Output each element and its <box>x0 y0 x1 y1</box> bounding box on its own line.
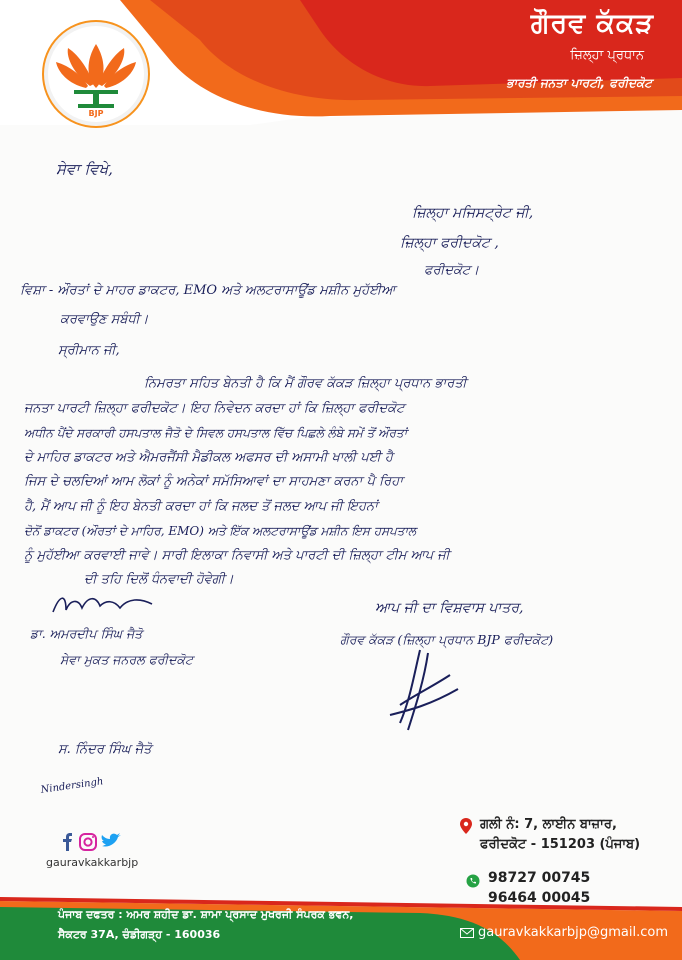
body-line: ਨਿਮਰਤਾ ਸਹਿਤ ਬੇਨਤੀ ਹੈ ਕਿ ਮੈਂ ਗੌਰਵ ਕੱਕੜ ਜ਼ਿਲ੍ਹਾ ਪ੍ਰਧਾਨ ਭਾਰਤੀ <box>144 376 467 391</box>
body-line: ਅਧੀਨ ਪੈਂਦੇ ਸਰਕਾਰੀ ਹਸਪਤਾਲ ਜੈਤੋ ਦੇ ਸਿਵਲ ਹਸਪਤਾਲ ਵਿੱਚ ਪਿਛਲੇ ਲੰਬੇ ਸਮੇਂ ਤੋਂ ਔਰਤਾਂ <box>24 426 407 440</box>
body-line: ਨੂੰ ਮੁਹੱਈਆ ਕਰਵਾਈ ਜਾਵੇ। ਸਾਰੀ ਇਲਾਕਾ ਨਿਵਾਸੀ ਅਤੇ ਪਾਰਟੀ ਦੀ ਜ਼ਿਲ੍ਹਾ ਟੀਮ ਆਪ ਜੀ <box>24 547 450 563</box>
footer-office-line-2: ਸੈਕਟਰ 37A, ਚੰਡੀਗੜ੍ਹ - 160036 <box>58 928 221 941</box>
social-links <box>46 832 139 869</box>
phone-2[interactable]: 96464 00045 <box>488 890 591 906</box>
mail-icon <box>460 928 474 938</box>
party-name: ਭਾਰਤੀ ਜਨਤਾ ਪਾਰਟੀ, ਫਰੀਦਕੋਟ <box>506 76 652 90</box>
footer-office <box>58 905 353 945</box>
recipient-line-1: ਜ਼ਿਲ੍ਹਾ ਮਜਿਸਟ੍ਰੇਟ ਜੀ, <box>412 205 534 221</box>
body-line: ਜਿਸ ਦੇ ਚਲਦਿਆਂ ਆਮ ਲੋਕਾਂ ਨੂੰ ਅਨੇਕਾਂ ਸਮੱਸਿਆਵਾਂ ਦਾ ਸਾਹਮਣਾ ਕਰਨਾ ਪੈ ਰਿਹਾ <box>24 474 403 489</box>
facebook-icon[interactable] <box>63 833 72 851</box>
email-contact[interactable] <box>460 925 668 940</box>
footer-office-line-1: ਪੰਜਾਬ ਦਫਤਰ : ਅਮਰ ਸ਼ਹੀਦ ਡਾ. ਸ਼ਾਮਾ ਪ੍ਰਸਾਦ ਮੁਖਰਜੀ ਸੰਪਰਕ ਭਵਨ, <box>58 908 354 921</box>
whatsapp-icon <box>466 874 480 888</box>
recipient-line-2: ਜ਼ਿਲ੍ਹਾ ਫਰੀਦਕੋਟ , <box>400 235 499 251</box>
third-signature: Nindersingh <box>40 776 105 796</box>
leader-role: ਜ਼ਿਲ੍ਹਾ ਪ੍ਰਧਾਨ <box>570 48 644 63</box>
twitter-icon[interactable] <box>102 833 121 847</box>
salutation: ਸ੍ਰੀਮਾਨ ਜੀ, <box>58 343 120 358</box>
main-signer: ਗੌਰਵ ਕੱਕੜ (ਜ਼ਿਲ੍ਹਾ ਪ੍ਰਧਾਨ BJP ਫਰੀਦਕੋਟ) <box>340 632 554 647</box>
lotus-icon <box>48 26 144 122</box>
logo-caption: BJP <box>88 109 104 118</box>
body-line: ਦੇ ਮਾਹਿਰ ਡਾਕਟਰ ਅਤੇ ਐਮਰਜੈਂਸੀ ਮੈਡੀਕਲ ਅਫਸਰ ਦੀ ਅਸਾਮੀ ਖਾਲੀ ਪਈ ਹੈ <box>24 449 393 465</box>
bjp-logo <box>44 22 148 126</box>
subject-line-2: ਕਰਵਾਉਣ ਸਬੰਧੀ। <box>60 312 149 327</box>
left-signature-graphic <box>48 590 158 620</box>
closing-line: ਆਪ ਜੀ ਦਾ ਵਿਸ਼ਵਾਸ ਪਾਤਰ, <box>375 600 524 616</box>
letterhead-header <box>0 0 682 125</box>
letter-from-line: ਸੇਵਾ ਵਿਖੇ, <box>56 160 113 178</box>
body-line: ਦੀ ਤਹਿ ਦਿਲੋਂ ਧੰਨਵਾਦੀ ਹੋਵੇਗੀ। <box>84 572 234 587</box>
address-line-1: ਗਲੀ ਨੰ: 7, ਲਾਈਨ ਬਾਜ਼ਾਰ, <box>480 817 617 832</box>
recipient-line-3: ਫਰੀਦਕੋਟ। <box>424 263 480 278</box>
body-line: ਜਨਤਾ ਪਾਰਟੀ ਜ਼ਿਲ੍ਹਾ ਫਰੀਦਕੋਟ। ਇਹ ਨਿਵੇਦਨ ਕਰਦਾ ਹਾਂ ਕਿ ਜ਼ਿਲ੍ਹਾ ਫਰੀਦਕੋਟ <box>24 400 405 416</box>
office-address <box>480 815 640 855</box>
left-signer-line-1: ਡਾ. ਅਮਰਦੀਪ ਸਿੰਘ ਜੈਤੋ <box>30 626 143 641</box>
main-signature-graphic <box>380 645 470 735</box>
address-line-2: ਫਰੀਦਕੋਟ - 151203 (ਪੰਜਾਬ) <box>480 837 641 852</box>
social-handle: gauravkakkarbjp <box>46 856 139 869</box>
body-line: ਹੈ, ਮੈਂ ਆਪ ਜੀ ਨੂੰ ਇਹ ਬੇਨਤੀ ਕਰਦਾ ਹਾਂ ਕਿ ਜਲਦ ਤੋਂ ਜਲਦ ਆਪ ਜੀ ਇਹਨਾਂ <box>24 498 378 514</box>
letter-body <box>24 372 664 593</box>
third-signer: ਸ. ਨਿੰਦਰ ਸਿੰਘ ਜੈਤੋ <box>58 742 152 757</box>
phone-1[interactable]: 98727 00745 <box>488 870 591 886</box>
body-line: ਦੋਨੋਂ ਡਾਕਟਰ (ਔਰਤਾਂ ਦੇ ਮਾਹਿਰ, EMO) ਅਤੇ ਇੱਕ ਅਲਟਰਾਸਾਊਂਡ ਮਸ਼ੀਨ ਇਸ ਹਸਪਤਾਲ <box>24 524 417 538</box>
location-pin-icon <box>460 818 472 834</box>
email-address[interactable]: gauravkakkarbjp@gmail.com <box>478 925 668 940</box>
leader-name: ਗੌਰਵ ਕੱਕੜ <box>530 8 654 39</box>
subject-line-1: ਵਿਸ਼ਾ - ਔਰਤਾਂ ਦੇ ਮਾਹਰ ਡਾਕਟਰ, EMO ਅਤੇ ਅਲਟਰਾਸਾਊਂਡ ਮਸ਼ੀਨ ਮੁਹੱਈਆ <box>20 283 396 298</box>
instagram-icon[interactable] <box>80 834 96 850</box>
social-icons <box>58 832 124 852</box>
left-signer-line-2: ਸੇਵਾ ਮੁਕਤ ਜਨਰਲ ਫਰੀਦਕੋਟ <box>60 652 194 667</box>
